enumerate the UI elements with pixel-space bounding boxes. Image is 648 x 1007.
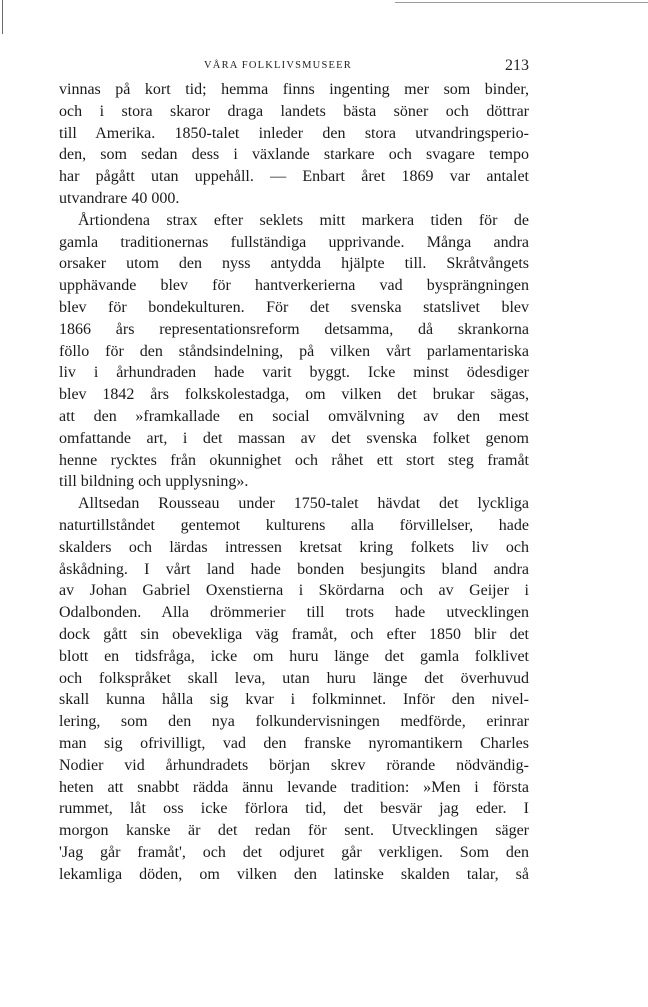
- text-line: 1866 års representationsreform detsamma, då skrankorna: [59, 320, 529, 338]
- running-title: VÅRA FOLKLIVSMUSEER: [204, 60, 352, 71]
- text-line: Alltsedan Rousseau under 1750-talet hävdat det lyckliga: [78, 495, 529, 513]
- text-line: utvandrare 40 000.: [59, 189, 180, 207]
- text-line: rummet, låt oss icke förlora tid, det besvär jag eder. I: [59, 800, 529, 818]
- text-line: den, som sedan dess i växlande starkare och svagare tempo: [59, 146, 529, 164]
- text-line: man sig ofrivilligt, vad den franske nyromantikern Charles: [59, 734, 529, 752]
- text-line: Nodier vid århundradets början skrev rörande nödvändig-: [59, 756, 529, 774]
- text-line: lekamliga döden, om vilken den latinske skalden talar, så: [59, 865, 529, 883]
- page-number: 213: [505, 57, 529, 74]
- text-line: dock gått sin obevekliga väg framåt, och efter 1850 blir det: [59, 625, 529, 643]
- text-line: henne rycktes från okunnighet och råhet ett stort steg framåt: [59, 451, 529, 469]
- scan-edge-left: [2, 0, 3, 34]
- text-line: 'Jag går framåt', och det odjuret går verkligen. Som den: [59, 843, 529, 861]
- text-line: har pågått utan uppehåll. — Enbart året 1869 var antalet: [59, 168, 529, 186]
- text-line: liv i århundraden hade varit byggt. Icke minst ödesdiger: [59, 364, 529, 382]
- text-line: blev för bondekulturen. För det svenska statslivet blev: [59, 298, 529, 316]
- text-line: vinnas på kort tid; hemma finns ingenting mer som binder,: [59, 81, 529, 98]
- text-line: åskådning. I vårt land hade bonden besjungits bland andra: [59, 560, 529, 578]
- text-line: blott en tidsfråga, icke om huru länge det gamla folklivet: [59, 647, 529, 665]
- text-line: upphävande blev för hantverkerierna vad bysprängningen: [59, 277, 529, 295]
- text-line: och folkspråket skall leva, utan huru länge det överhuvud: [59, 669, 529, 687]
- text-line: omfattande art, i det massan av det svenska folket genom: [59, 429, 529, 447]
- text-line: skall kunna hålla sig kvar i folkminnet. Inför den nivel-: [59, 691, 529, 709]
- text-line: skalders och lärdas intressen kretsat kring folkets liv och: [59, 538, 529, 556]
- text-line: naturtillståndet gentemot kulturens alla förvillelser, hade: [59, 516, 529, 534]
- text-line: Odalbonden. Alla drömmerier till trots hade utvecklingen: [59, 604, 529, 622]
- text-line: Årtiondena strax efter seklets mitt markera tiden för de: [78, 211, 529, 229]
- text-line: heten att snabbt rädda ännu levande tradition: »Men i första: [59, 778, 529, 796]
- text-line: morgon kanske är det redan för sent. Utvecklingen säger: [59, 822, 529, 840]
- text-line: blev 1842 års folkskolestadga, om vilken det brukar sägas,: [59, 386, 529, 404]
- running-header: [59, 58, 529, 76]
- text-line: av Johan Gabriel Oxenstierna i Skördarna och av Geijer i: [59, 582, 529, 600]
- text-line: till Amerika. 1850-talet inleder den stora utvandringsperio-: [59, 124, 529, 142]
- text-line: och i stora skaror draga landets bästa söner och döttrar: [59, 102, 529, 120]
- text-line: gamla traditionernas fullständiga upprivande. Många andra: [59, 233, 529, 251]
- text-line: lering, som den nya folkundervisningen medförde, erinrar: [59, 713, 529, 731]
- scan-edge-top: [395, 2, 648, 3]
- text-line: till bildning och upplysning».: [59, 473, 249, 491]
- text-line: att den »framkallade en social omvälvning av den mest: [59, 407, 529, 425]
- text-line: föllo för den ståndsindelning, på vilken vårt parlamentariska: [59, 342, 529, 360]
- body-text: [59, 79, 529, 885]
- text-line: orsaker utom den nyss antydda hjälpte till. Skråtvångets: [59, 255, 529, 273]
